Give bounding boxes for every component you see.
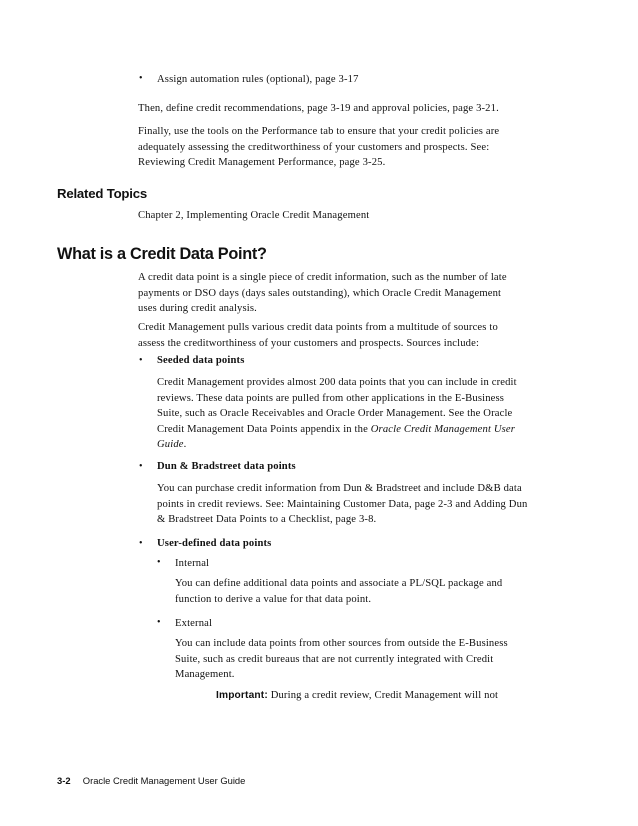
finally-paragraph: Finally, use the tools on the Performance tab to ensure that your credit policies are adequately assessing the creditworthiness of your customers and prospects. See: Reviewing Credit Management Performance, page 3-25. — [138, 126, 500, 169]
seeded-suffix: . — [183, 439, 187, 451]
section-heading: What is a Credit Data Point? — [57, 245, 267, 263]
important-text: During a credit review, Credit Management will not — [270, 690, 499, 701]
seeded-text: Credit Management provides almost 200 data points that you can include in credit reviews. These data points are pulled from other applications in the E-Business Suite, such as Oracle Receivables and Oracle Order Management. See the Oracle Credit Management Data Points appendix in the — [157, 377, 517, 435]
bullet-marker: • — [139, 355, 143, 366]
bullet-marker: • — [157, 617, 161, 628]
user-defined-label: User-defined data points — [157, 538, 272, 549]
dnb-description: You can purchase credit information from Dun & Bradstreet and include D&B data points in credit reviews. See: Maintaining Customer Data, page 2-3 and Adding Dun & Bradstreet Data Points to a Checklist, page 3-8. — [157, 483, 528, 526]
bullet-marker: • — [139, 461, 143, 472]
guide-title: Oracle Credit Management User Guide — [157, 423, 516, 451]
bullet-automation-rules: Assign automation rules (optional), page 3-17 — [157, 74, 359, 85]
dnb-label: Dun & Bradstreet data points — [157, 461, 296, 472]
seeded-label: Seeded data points — [157, 355, 245, 366]
external-description: You can include data points from other sources from outside the E-Business Suite, such as credit bureaus that are not currently integrated with Credit Management. — [175, 638, 508, 681]
bullet-marker: • — [157, 557, 161, 568]
important-note — [216, 688, 536, 704]
related-topic-item: Chapter 2, Implementing Oracle Credit Management — [138, 210, 370, 221]
important-label: Important: — [216, 690, 268, 701]
internal-description: You can define additional data points and associate a PL/SQL package and function to derive a value for that data point. — [175, 578, 503, 605]
page-number: 3-2 — [57, 775, 71, 786]
intro-paragraph: A credit data point is a single piece of credit information, such as the number of late payments or DSO days (days sales outstanding), which Oracle Credit Management uses during credit analysis. — [138, 272, 507, 315]
footer-guide-name: Oracle Credit Management User Guide — [82, 775, 246, 786]
bullet-marker: • — [139, 73, 143, 84]
sources-intro-paragraph: Credit Management pulls various credit data points from a multitude of sources to assess the creditworthiness of your customers and prospects. Sources include: — [138, 322, 498, 349]
related-topics-heading: Related Topics — [57, 186, 148, 201]
external-label: External — [175, 618, 213, 629]
seeded-description — [157, 375, 527, 453]
page-footer — [57, 775, 245, 786]
internal-label: Internal — [175, 558, 210, 569]
bullet-marker: • — [139, 538, 143, 549]
then-paragraph: Then, define credit recommendations, page 3-19 and approval policies, page 3-21. — [138, 103, 499, 114]
